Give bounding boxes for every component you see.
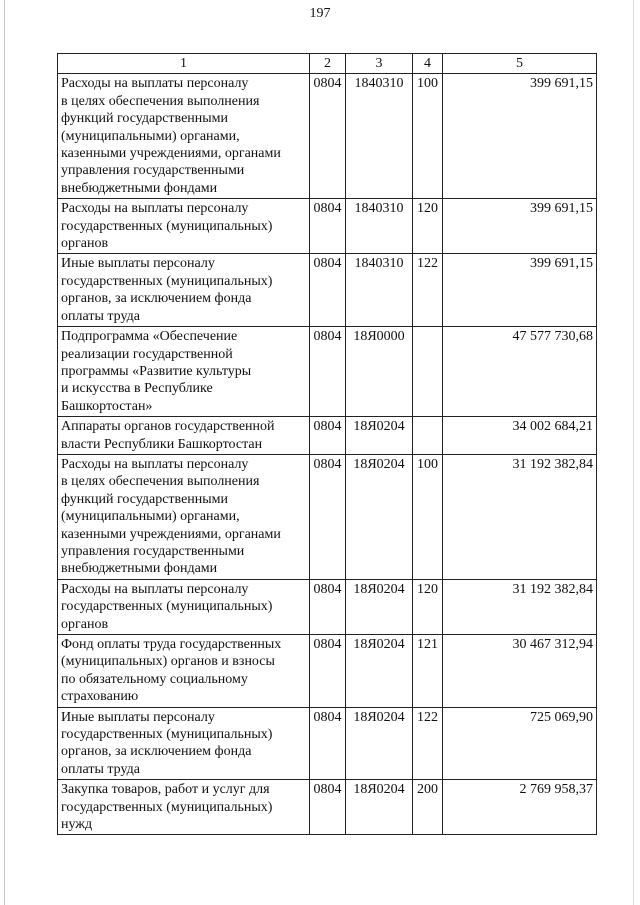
row-name-line: Расходы на выплаты персоналу xyxy=(61,581,249,597)
expense-type-cell: 122 xyxy=(413,254,443,327)
row-name-line: Иные выплаты персоналу xyxy=(61,709,215,725)
row-name-line: оплаты труда xyxy=(61,308,140,324)
row-name-line: государственных (муниципальных) xyxy=(61,727,273,743)
row-name-line: оплаты труда xyxy=(61,761,140,777)
row-name-cell xyxy=(58,74,310,199)
row-name-cell xyxy=(58,707,310,780)
target-article-cell: 18Я0204 xyxy=(346,454,413,579)
row-name-line: по обязательному социальному xyxy=(61,671,248,687)
row-name-line: казенными учреждениями, органами xyxy=(61,146,281,162)
header-col-4: 4 xyxy=(413,54,443,74)
table-body xyxy=(58,74,597,835)
row-name-cell xyxy=(58,454,310,579)
header-col-5: 5 xyxy=(443,54,597,74)
amount-cell: 2 769 958,37 xyxy=(443,780,597,835)
target-article-cell: 18Я0000 xyxy=(346,327,413,417)
row-name-line: функций государственными xyxy=(61,491,229,507)
target-article-cell: 18Я0204 xyxy=(346,780,413,835)
row-name-line: государственных (муниципальных) xyxy=(61,799,273,815)
scan-edge-left xyxy=(4,0,5,905)
header-col-1: 1 xyxy=(58,54,310,74)
section-code-cell: 0804 xyxy=(310,635,346,708)
amount-cell: 30 467 312,94 xyxy=(443,635,597,708)
row-name-line: и искусства в Республике xyxy=(61,381,213,397)
row-name-line: органов xyxy=(61,236,109,252)
row-name-line: органов xyxy=(61,616,109,632)
expense-type-cell: 100 xyxy=(413,454,443,579)
section-code-cell: 0804 xyxy=(310,199,346,254)
row-name-line: управления государственными xyxy=(61,543,245,559)
row-name-line: органов, за исключением фонда xyxy=(61,291,252,307)
row-name-line: Расходы на выплаты персоналу xyxy=(61,456,249,472)
row-name-line: органов, за исключением фонда xyxy=(61,744,252,760)
row-name-line: государственных (муниципальных) xyxy=(61,273,273,289)
header-row xyxy=(58,54,597,74)
target-article-cell: 1840310 xyxy=(346,74,413,199)
row-name-line: внебюджетными фондами xyxy=(61,180,218,196)
table-row xyxy=(58,707,597,780)
row-name-cell xyxy=(58,254,310,327)
row-name-line: в целях обеспечения выполнения xyxy=(61,474,260,490)
scan-edge-right xyxy=(633,0,634,905)
expense-type-cell xyxy=(413,417,443,455)
section-code-cell: 0804 xyxy=(310,417,346,455)
row-name-line: в целях обеспечения выполнения xyxy=(61,93,260,109)
target-article-cell: 18Я0204 xyxy=(346,635,413,708)
row-name-line: власти Республики Башкортостан xyxy=(61,436,263,452)
row-name-line: функций государственными xyxy=(61,111,229,127)
expense-type-cell: 100 xyxy=(413,74,443,199)
section-code-cell: 0804 xyxy=(310,254,346,327)
amount-cell: 399 691,15 xyxy=(443,254,597,327)
table-row xyxy=(58,199,597,254)
table-row xyxy=(58,780,597,835)
row-name-line: управления государственными xyxy=(61,163,245,179)
section-code-cell: 0804 xyxy=(310,454,346,579)
table-row xyxy=(58,579,597,634)
row-name-line: внебюджетными фондами xyxy=(61,561,218,577)
section-code-cell: 0804 xyxy=(310,579,346,634)
row-name-cell xyxy=(58,417,310,455)
row-name-line: нужд xyxy=(61,817,93,833)
row-name-cell xyxy=(58,199,310,254)
row-name-line: Расходы на выплаты персоналу xyxy=(61,201,249,217)
header-col-3: 3 xyxy=(346,54,413,74)
header-col-2: 2 xyxy=(310,54,346,74)
row-name-cell xyxy=(58,780,310,835)
row-name-line: программы «Развитие культуры xyxy=(61,363,252,379)
table-row xyxy=(58,417,597,455)
budget-table xyxy=(57,53,597,835)
expense-type-cell xyxy=(413,327,443,417)
row-name-line: Фонд оплаты труда государственных xyxy=(61,637,282,652)
row-name-line: Расходы на выплаты персоналу xyxy=(61,76,249,92)
row-name-cell xyxy=(58,327,310,417)
amount-cell: 399 691,15 xyxy=(443,74,597,199)
expense-type-cell: 121 xyxy=(413,635,443,708)
expense-type-cell: 120 xyxy=(413,579,443,634)
table-row xyxy=(58,454,597,579)
row-name-line: реализации государственной xyxy=(61,346,233,362)
row-name-line: (муниципальных) органов и взносы xyxy=(61,654,275,670)
row-name-line: казенными учреждениями, органами xyxy=(61,526,281,542)
section-code-cell: 0804 xyxy=(310,707,346,780)
amount-cell: 31 192 382,84 xyxy=(443,579,597,634)
row-name-line: Аппараты органов государственной xyxy=(61,419,275,435)
row-name-line: Закупка товаров, работ и услуг для xyxy=(61,782,270,798)
row-name-line: страхованию xyxy=(61,689,139,705)
expense-type-cell: 120 xyxy=(413,199,443,254)
row-name-line: Подпрограмма «Обеспечение xyxy=(61,329,238,345)
section-code-cell: 0804 xyxy=(310,327,346,417)
target-article-cell: 18Я0204 xyxy=(346,579,413,634)
table-row xyxy=(58,327,597,417)
table-row xyxy=(58,254,597,327)
amount-cell: 47 577 730,68 xyxy=(443,327,597,417)
row-name-cell xyxy=(58,579,310,634)
amount-cell: 34 002 684,21 xyxy=(443,417,597,455)
section-code-cell: 0804 xyxy=(310,780,346,835)
expense-type-cell: 200 xyxy=(413,780,443,835)
row-name-line: Башкортостан» xyxy=(61,398,153,414)
amount-cell: 31 192 382,84 xyxy=(443,454,597,579)
section-code-cell: 0804 xyxy=(310,74,346,199)
target-article-cell: 1840310 xyxy=(346,254,413,327)
amount-cell: 399 691,15 xyxy=(443,199,597,254)
expense-type-cell: 122 xyxy=(413,707,443,780)
amount-cell: 725 069,90 xyxy=(443,707,597,780)
target-article-cell: 18Я0204 xyxy=(346,417,413,455)
row-name-line: государственных (муниципальных) xyxy=(61,599,273,615)
page-number: 197 xyxy=(309,6,331,21)
row-name-line: (муниципальными) органами, xyxy=(61,509,240,525)
row-name-line: Иные выплаты персоналу xyxy=(61,256,215,272)
table-row xyxy=(58,74,597,199)
row-name-cell xyxy=(58,635,310,708)
target-article-cell: 18Я0204 xyxy=(346,707,413,780)
target-article-cell: 1840310 xyxy=(346,199,413,254)
row-name-line: (муниципальными) органами, xyxy=(61,128,240,144)
table-row xyxy=(58,635,597,708)
row-name-line: государственных (муниципальных) xyxy=(61,218,273,234)
